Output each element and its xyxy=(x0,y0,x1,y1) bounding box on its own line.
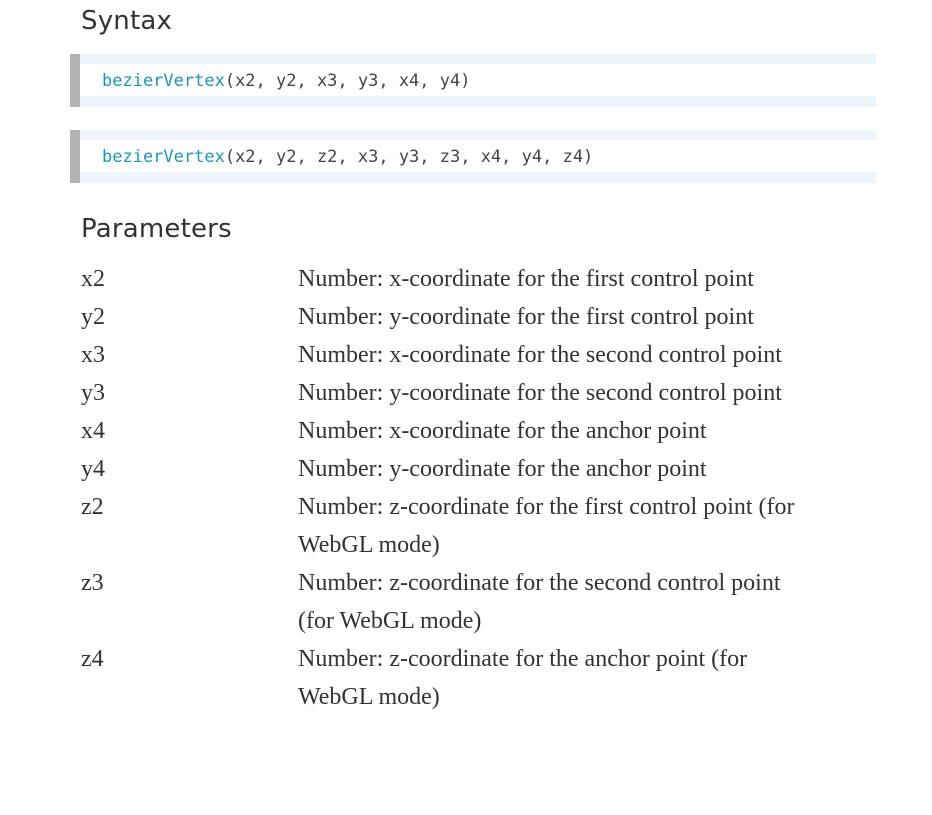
syntax-heading: Syntax xyxy=(81,6,173,36)
syntax-code-block xyxy=(70,130,876,183)
parameter-description: Number: y-coordinate for the anchor point xyxy=(298,456,707,482)
syntax-code-block xyxy=(70,54,876,107)
parameter-description: Number: x-coordinate for the anchor point xyxy=(298,418,707,444)
parameter-name: z4 xyxy=(81,646,104,672)
parameter-row xyxy=(81,336,841,374)
parameter-row xyxy=(81,488,841,564)
parameter-description: Number: x-coordinate for the second control point xyxy=(298,342,782,368)
parameter-name: x2 xyxy=(81,266,105,292)
parameter-description: Number: z-coordinate for the first control point (for WebGL mode) xyxy=(298,494,795,558)
parameter-row xyxy=(81,374,841,412)
parameter-name: z2 xyxy=(81,494,104,520)
parameter-row xyxy=(81,260,841,298)
parameter-description: Number: z-coordinate for the anchor point (for WebGL mode) xyxy=(298,646,748,710)
parameter-row xyxy=(81,640,841,716)
parameter-name: x3 xyxy=(81,342,105,368)
function-args: (x2, y2, x3, y3, x4, y4) xyxy=(224,71,471,91)
parameter-row xyxy=(81,564,841,640)
parameter-description: Number: y-coordinate for the second control point xyxy=(298,380,782,406)
syntax-signature xyxy=(102,147,593,167)
parameter-row xyxy=(81,298,841,336)
parameters-heading: Parameters xyxy=(81,214,232,244)
parameter-name: z3 xyxy=(81,570,104,596)
function-name: bezierVertex xyxy=(102,147,225,167)
function-args: (x2, y2, z2, x3, y3, z3, x4, y4, z4) xyxy=(224,147,594,167)
parameter-description: Number: y-coordinate for the first control point xyxy=(298,304,754,330)
syntax-signature xyxy=(102,71,470,91)
parameter-name: y3 xyxy=(81,380,105,406)
parameter-name: y2 xyxy=(81,304,105,330)
parameter-name: y4 xyxy=(81,456,105,482)
parameter-name: x4 xyxy=(81,418,105,444)
parameter-row xyxy=(81,412,841,450)
parameters-list xyxy=(81,260,841,716)
parameter-row xyxy=(81,450,841,488)
function-name: bezierVertex xyxy=(102,71,225,91)
parameter-description: Number: x-coordinate for the first control point xyxy=(298,266,754,292)
parameter-description: Number: z-coordinate for the second control point (for WebGL mode) xyxy=(298,570,781,634)
